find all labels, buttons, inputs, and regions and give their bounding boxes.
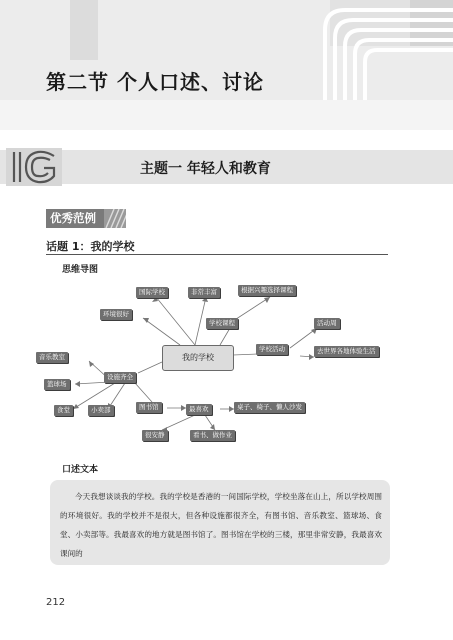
mind-map — [30, 278, 430, 448]
oral-text-paragraph: 今天我想谈谈我的学校。我的学校是香港的一间国际学校，学校坐落在山上，所以学校周围的环境很好。我的学校并不是很大，但各种设施都很齐全，有图书馆、音乐教室、篮球场、食堂、小卖部等。我最喜欢的地方就是图书馆了。图书馆在学校的三楼，那里非常安静，我最喜欢课间的 — [60, 492, 382, 558]
mindmap-node-school-courses: 学校课程 — [206, 318, 238, 329]
mindmap-node-favorite: 最喜欢 — [186, 404, 212, 415]
mindmap-node-school-activities: 学校活动 — [256, 344, 288, 355]
ig-logo-icon — [6, 148, 62, 186]
mindmap-node-canteen: 食堂 — [54, 405, 73, 416]
mindmap-node-activity-week: 活动周 — [314, 318, 340, 329]
mindmap-node-good-environment: 环境很好 — [100, 309, 132, 320]
mindmap-node-music-room: 音乐教室 — [36, 352, 68, 363]
topic-subtitle: 话题 1：我的学校 — [46, 240, 135, 253]
mindmap-node-quiet: 很安静 — [142, 430, 168, 441]
mindmap-node-tuck-shop: 小卖部 — [88, 405, 114, 416]
oral-text-label: 口述文本 — [62, 465, 99, 475]
header-decoration — [0, 0, 453, 130]
mindmap-node-elective-courses: 根据兴趣选择课程 — [238, 285, 296, 296]
subtitle-rule — [46, 254, 388, 255]
mindmap-node-read-homework: 看书、做作业 — [190, 430, 235, 441]
chapter-title: 第二节 个人口述、讨论 — [46, 70, 264, 94]
tag-stripes-decoration — [104, 209, 126, 228]
mindmap-label: 思维导图 — [62, 265, 99, 275]
example-tag: 优秀范例 — [46, 209, 106, 228]
oral-text-box — [50, 480, 390, 565]
mindmap-node-very-rich: 非常丰富 — [188, 287, 220, 298]
topic-title: 主题一 年轻人和教育 — [140, 161, 271, 177]
mindmap-node-complete-facilities: 设施齐全 — [104, 372, 136, 383]
mindmap-center-node: 我的学校 — [162, 345, 234, 371]
mindmap-node-intl-school: 国际学校 — [136, 287, 168, 298]
page-number: 212 — [46, 597, 66, 608]
mindmap-node-travel-world: 去世界各地体验生活 — [314, 346, 379, 357]
mindmap-node-chairs: 桌子、椅子、懒人沙发 — [234, 402, 305, 413]
mindmap-node-library: 图书馆 — [136, 402, 162, 413]
mindmap-node-basketball-court: 篮球场 — [44, 379, 70, 390]
